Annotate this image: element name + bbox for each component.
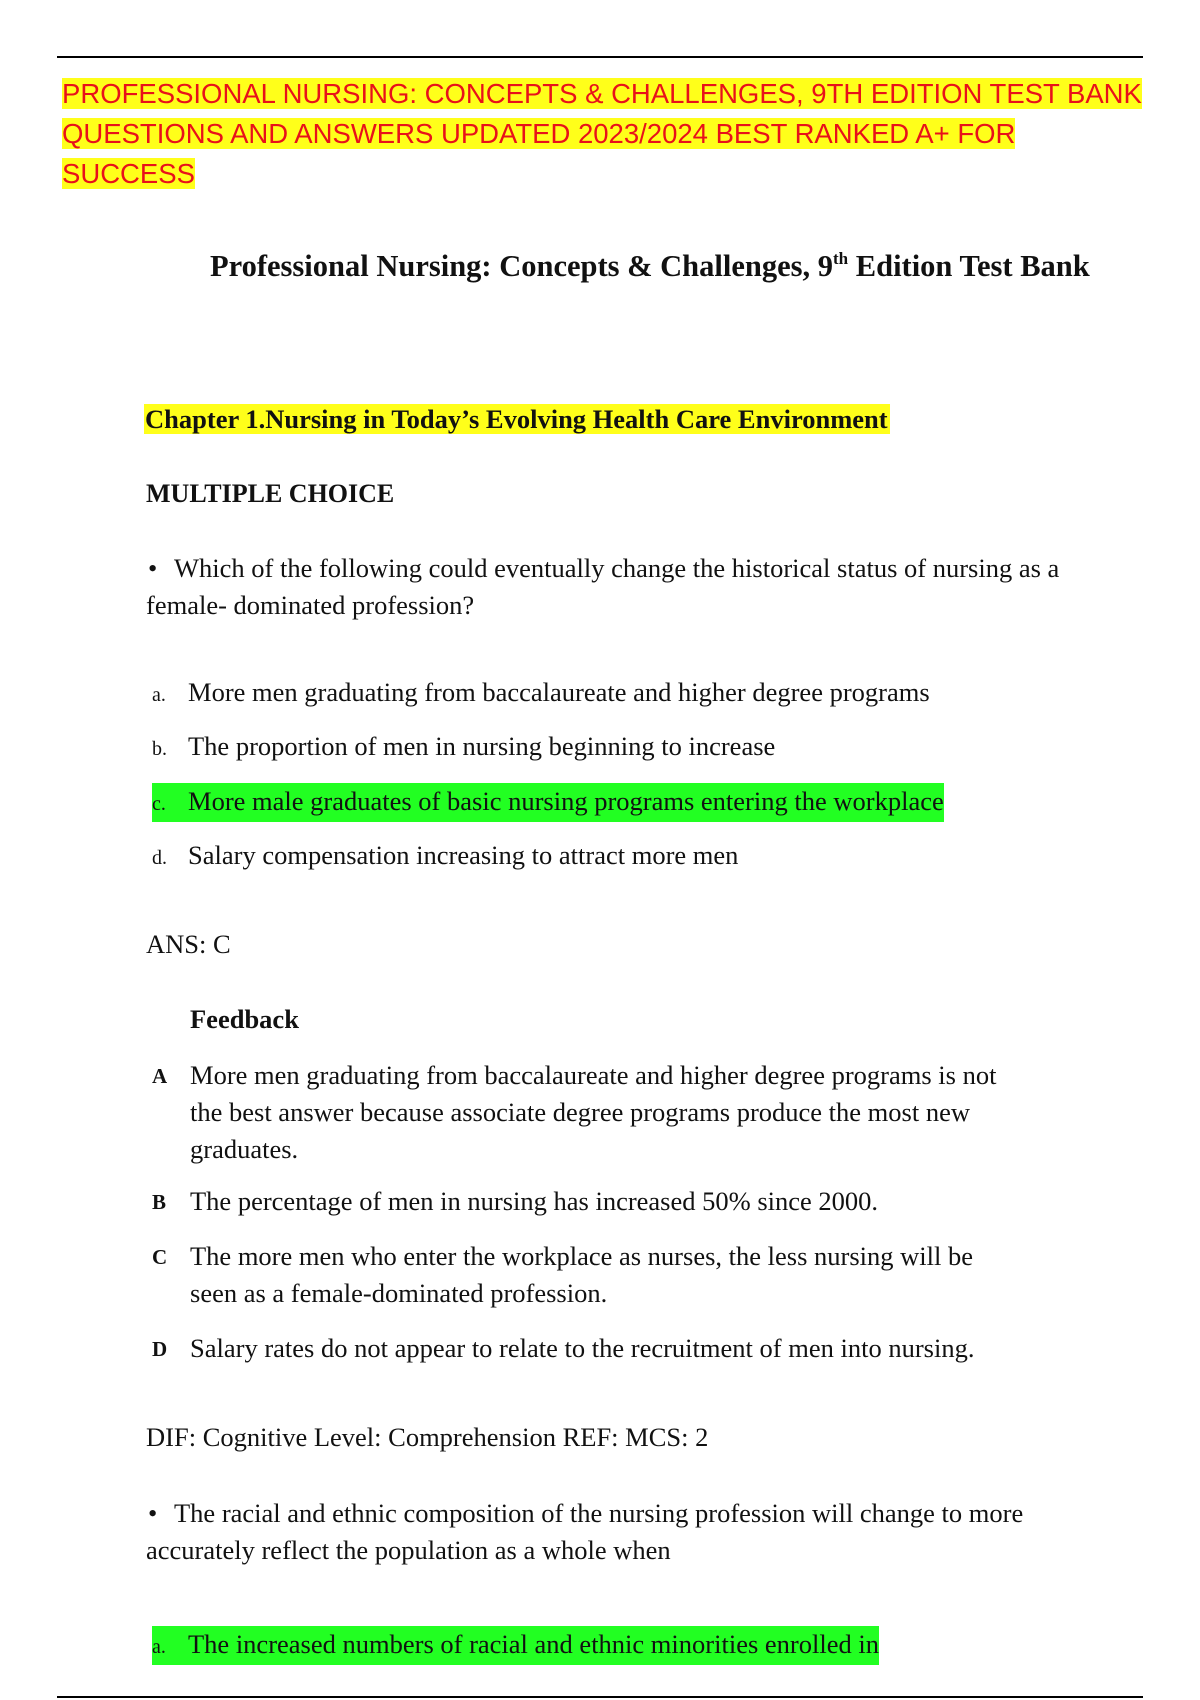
banner-line: PROFESSIONAL NURSING: CONCEPTS & CHALLENGES, 9TH EDITION TEST BANK (62, 78, 1142, 109)
section-heading: MULTIPLE CHOICE (146, 479, 395, 508)
option-text: The increased numbers of racial and ethnic minorities enrolled in (188, 1629, 879, 1659)
question-text: The racial and ethnic composition of the nursing profession will change to more accurately reflect the population as a whole when (146, 1498, 1024, 1565)
difficulty-reference: DIF: Cognitive Level: Comprehension REF: MCS: 2 (146, 1422, 709, 1452)
bottom-rule (57, 1696, 1143, 1698)
option-letter: a. (152, 1636, 166, 1658)
title-superscript: th (833, 249, 849, 268)
option-a-correct (152, 1626, 879, 1665)
bullet-icon: • (148, 1498, 158, 1528)
feedback-text: The more men who enter the workplace as nurses, the less nursing will be seen as a female-dominated profession. (190, 1241, 974, 1308)
title-text-end: Edition Test Bank (848, 249, 1090, 283)
feedback-letter: C (152, 1245, 168, 1269)
feedback-text: The percentage of men in nursing has increased 50% since 2000. (190, 1186, 879, 1216)
document-title (210, 245, 1110, 287)
feedback-letter: D (152, 1337, 168, 1361)
bullet-icon: • (148, 553, 158, 583)
document-banner (62, 74, 1152, 194)
banner-line: SUCCESS (62, 158, 195, 189)
feedback-text: Salary rates do not appear to relate to the recruitment of men into nursing. (190, 1333, 975, 1363)
feedback-c (152, 1238, 1012, 1312)
option-a (152, 674, 930, 713)
answer-key: ANS: C (146, 929, 231, 959)
feedback-d (152, 1330, 1052, 1368)
question-2 (146, 1495, 1086, 1569)
option-letter: d. (152, 847, 167, 869)
option-letter: b. (152, 738, 167, 760)
chapter-heading-text: Chapter 1.Nursing in Today’s Evolving Health Care Environment (145, 404, 888, 434)
feedback-text: More men graduating from baccalaureate and higher degree programs is not the best answer because associate degree programs produce the most new graduates. (190, 1060, 997, 1164)
chapter-heading (144, 400, 890, 438)
option-text: The proportion of men in nursing beginning to increase (188, 731, 776, 761)
option-text: More male graduates of basic nursing programs entering the workplace (188, 786, 944, 816)
option-text: Salary compensation increasing to attract more men (188, 840, 739, 870)
feedback-letter: B (152, 1190, 167, 1214)
top-rule (57, 56, 1143, 58)
banner-line: QUESTIONS AND ANSWERS UPDATED 2023/2024 BEST RANKED A+ FOR (62, 118, 1016, 149)
option-letter: a. (152, 684, 166, 706)
option-d (152, 837, 738, 876)
feedback-heading: Feedback (190, 1004, 299, 1034)
feedback-b (152, 1183, 1052, 1221)
option-letter: c. (152, 793, 166, 815)
feedback-a (152, 1057, 1022, 1168)
question-1 (146, 550, 1086, 624)
feedback-letter: A (152, 1064, 168, 1088)
option-b (152, 728, 775, 767)
title-text: Professional Nursing: Concepts & Challenges, 9 (210, 249, 834, 283)
question-text: Which of the following could eventually change the historical status of nursing as a female- dominated profession? (146, 553, 1060, 620)
option-c-correct (152, 783, 944, 822)
option-text: More men graduating from baccalaureate and higher degree programs (188, 677, 930, 707)
